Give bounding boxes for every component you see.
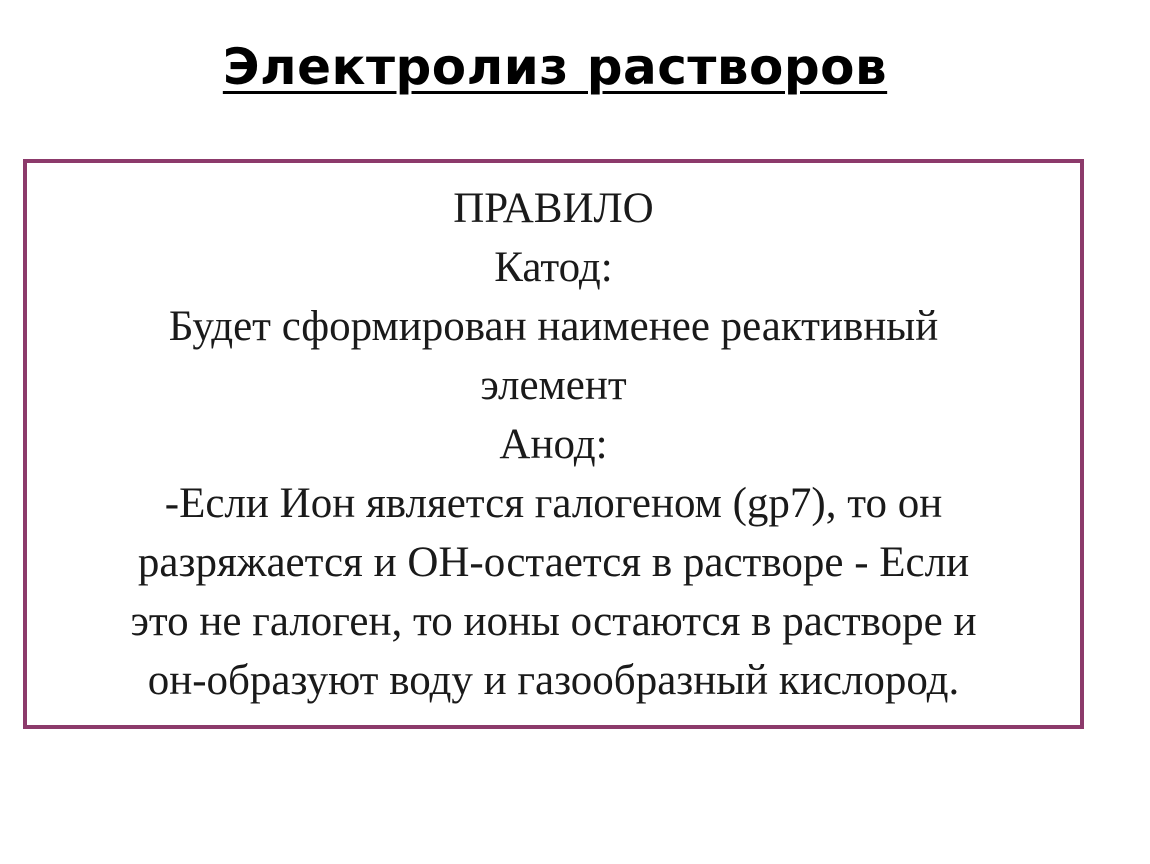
rule-line-anode-text-1: -Если Ион является галогеном (gp7), то он [164, 480, 943, 527]
slide-title [0, 32, 1110, 102]
rule-line-anode-text-4: он-образуют воду и газообразный кислород. [147, 657, 960, 704]
rule-heading: ПРАВИЛО [453, 185, 654, 232]
rule-line-cathode-text-2: элемент [480, 362, 627, 409]
slide-title-text: Электролиз растворов [222, 38, 888, 96]
rule-text [27, 179, 1080, 710]
rule-line-anode-text-3: это не галоген, то ионы остаются в растворе и [130, 598, 977, 645]
rule-box [23, 159, 1084, 729]
rule-line-cathode-text-1: Будет сформирован наименее реактивный [168, 303, 939, 350]
rule-line-anode-label: Анод: [499, 421, 608, 468]
rule-line-anode-text-2: разряжается и ОН-остается в растворе - Если [137, 539, 970, 586]
rule-line-cathode-label: Катод: [494, 244, 613, 291]
